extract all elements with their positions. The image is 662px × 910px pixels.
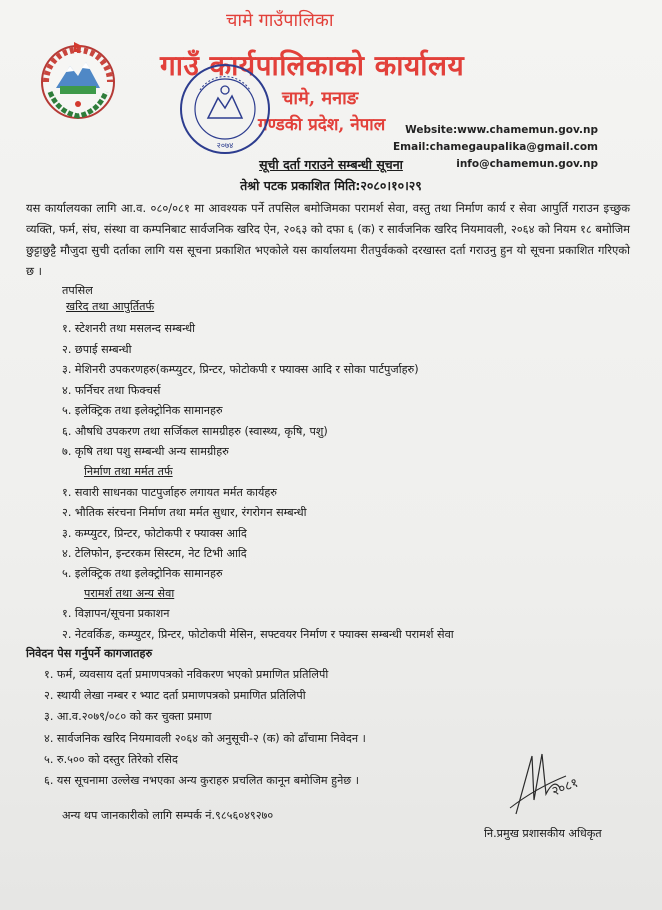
- list-item: ५. रु.५०० को दस्तुर तिरेको रसिद: [44, 753, 178, 766]
- list-item: १. स्टेशनरी तथा मसलन्द सम्बन्धी: [62, 322, 196, 335]
- list-item: २. भौतिक संरचना निर्माण तथा मर्मत सुधार, रंगरोगन सम्बन्धी: [62, 506, 307, 519]
- website-text: Website:www.chamemun.gov.np: [405, 124, 598, 136]
- email-text: Email:chamegaupalika@gmail.com: [393, 141, 598, 153]
- documents-heading: निवेदन पेस गर्नुपर्ने कागजातहरु: [26, 647, 153, 660]
- notice-subject: सूची दर्ता गराउने सम्बन्धी सूचना: [259, 157, 403, 172]
- intro-paragraph: यस कार्यालयका लागि आ.व. ०८०/०८१ मा आवश्यक पर्ने तपसिल बमोजिमका परामर्श सेवा, वस्तु तथा निर्माण कार्य र सेवा आपुर्ति गराउन इच्छुक व्यक्ति, फर्म, संघ, संस्था वा कम्पनिबाट सार्वजनिक खरिद ऐन, २०६३ को दफा ६ (क) र सार्वजनिक खरिद नियमावली, २०६४ को नियम १८ बमोजिम छुट्टाछुट्टै मौजुदा सुची दर्ताका लागि यस सूचना प्रकाशित भएकोले यस कार्यालयमा रीतपुर्वकको दरखास्त दर्ता गराउनु हुन यो सूचना प्रकाशित गरिएको छ ।: [26, 201, 630, 278]
- municipality-name: चामे गाउँपालिका: [226, 10, 334, 31]
- office-location: चामे, मनाङ: [282, 88, 359, 109]
- list-item: २. नेटवर्किङ, कम्प्युटर, प्रिन्टर, फोटोकपी मेसिन, सफ्टवयर निर्माण र फ्याक्स सम्बन्धी परामर्श सेवा: [62, 628, 454, 641]
- municipality-emblem-icon: [36, 38, 120, 122]
- signature-date: २०८१: [549, 775, 581, 800]
- list-item: ७. कृषि तथा पशु सम्बन्धी अन्य सामग्रीहरु: [62, 445, 229, 458]
- signatory-designation: नि.प्रमुख प्रशासकीय अधिकृत: [484, 827, 602, 840]
- list-item: ४. फर्निचर तथा फिक्चर्स: [62, 384, 161, 397]
- stamp-year: २०७४: [216, 141, 234, 150]
- list-item: २. छपाई सम्बन्धी: [62, 343, 132, 356]
- list-item: ३. कम्प्युटर, प्रिन्टर, फोटोकपी र फ्याक्स आदि: [62, 527, 247, 540]
- list-item: २. स्थायी लेखा नम्बर र भ्याट दर्ता प्रमाणपत्रको प्रमाणित प्रतिलिपी: [44, 689, 306, 702]
- list-item: १. सवारी साधनका पाटपुर्जाहरु लगायत मर्मत कार्यहरु: [62, 486, 277, 499]
- list-item: ३. आ.व.२०७९/०८० को कर चुक्ता प्रमाण: [44, 710, 212, 723]
- list-item: ४. सार्वजनिक खरिद नियमावली २०६४ को अनुसूची-२ (क) को ढाँचामा निवेदन ।: [44, 732, 366, 745]
- publication-date: तेश्रो पटक प्रकाशित मिति:२०८०।१०।२९: [240, 178, 422, 193]
- signature-icon: [496, 748, 606, 818]
- email-secondary-text: info@chamemun.gov.np: [456, 158, 598, 170]
- tapasil-label: तपसिल: [62, 284, 93, 297]
- list-item: ५. इलेक्ट्रिक तथा इलेक्ट्रोनिक सामानहरु: [62, 567, 223, 580]
- contact-phone-line: अन्य थप जानकारीको लागि सम्पर्क नं.९८५६०४९२७०: [62, 809, 274, 822]
- office-province: गण्डकी प्रदेश, नेपाल: [258, 115, 386, 135]
- list-item: ४. टेलिफोन, इन्टरकम सिस्टम, नेट टिभी आदि: [62, 547, 247, 560]
- section-heading-procurement: खरिद तथा आपुर्तितर्फ: [66, 300, 155, 313]
- list-item: ५. इलेक्ट्रिक तथा इलेक्ट्रोनिक सामानहरु: [62, 404, 223, 417]
- list-item: ६. यस सूचनामा उल्लेख नभएका अन्य कुराहरु प्रचलित कानून बमोजिम हुनेछ ।: [44, 774, 359, 787]
- office-title: गाउँ कार्यपालिकाको कार्यालय: [160, 49, 465, 82]
- section-heading-consulting: परामर्श तथा अन्य सेवा: [84, 587, 175, 600]
- list-item: १. फर्म, व्यवसाय दर्ता प्रमाणपत्रको नविकरण भएको प्रमाणित प्रतिलिपी: [44, 668, 329, 681]
- list-item: ६. औषधि उपकरण तथा सर्जिकल सामग्रीहरु (स्वास्थ्य, कृषि, पशु): [62, 425, 328, 438]
- office-stamp-icon: [178, 62, 272, 156]
- list-item: ३. मेशिनरी उपकरणहरु(कम्प्युटर, प्रिन्टर, फोटोकपी र फ्याक्स आदि र सोका पार्टपुर्जाहरु): [62, 363, 419, 376]
- list-item: १. विज्ञापन/सूचना प्रकाशन: [62, 607, 170, 620]
- section-heading-construction: निर्माण तथा मर्मत तर्फ: [84, 465, 173, 478]
